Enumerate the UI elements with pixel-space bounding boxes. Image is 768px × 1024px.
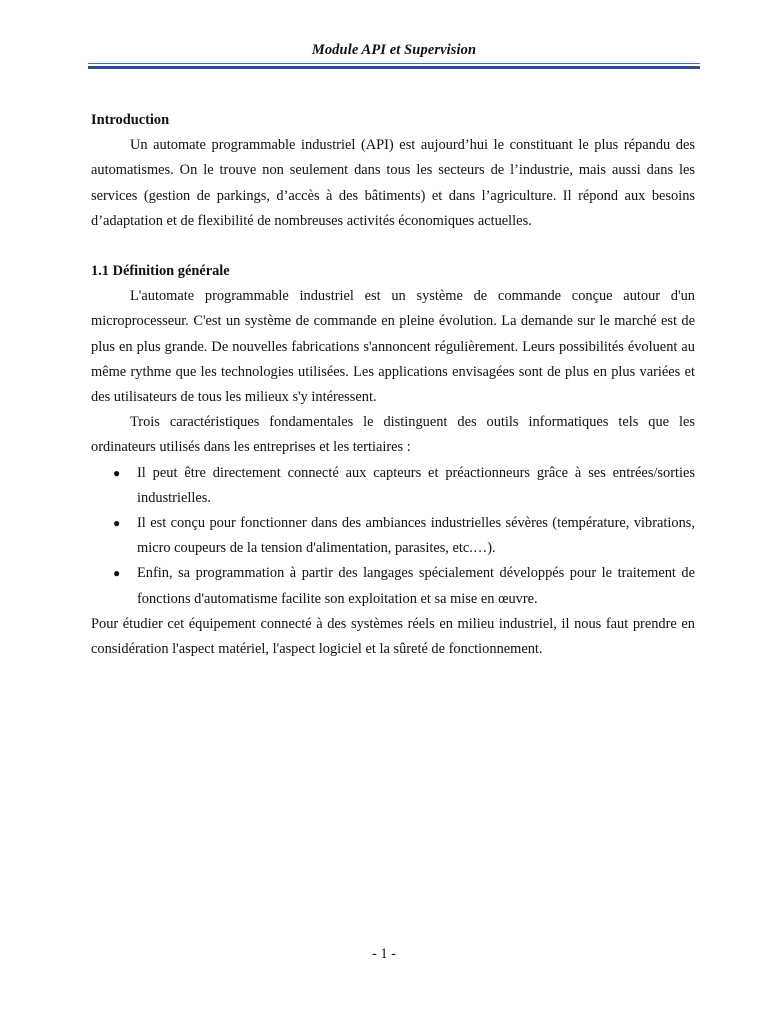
page-number: - 1 - <box>372 946 396 962</box>
list-item <box>91 561 695 611</box>
definition-paragraph-1: L'automate programmable industriel est un système de commande conçue autour d'un microprocesseur. C'est un système de commande en pleine évolution. La demande sur le marché est de plus en plus grande. De nouvelles fabrications s'annoncent régulièrement. Leurs possibilités évoluent au même rythme que les technologies utilisées. Les applications envisagées sont de plus en plus variées et des utilisateurs de tous les milieux s'y intéressent. <box>91 288 695 406</box>
header-rule <box>88 63 700 69</box>
introduction-heading: Introduction <box>91 112 170 128</box>
page-header <box>88 40 700 69</box>
bullet-icon: ● <box>113 566 121 581</box>
list-item-text: Il est conçu pour fonctionner dans des ambiances industrielles sévères (température, vibrations, micro coupeurs de la tension d'alimentation, parasites, etc.…). <box>137 515 695 557</box>
list-item-text: Il peut être directement connecté aux capteurs et préactionneurs grâce à ses entrées/sorties industrielles. <box>137 464 695 506</box>
bullet-icon: ● <box>113 465 121 480</box>
definition-paragraph-3: Pour étudier cet équipement connecté à des systèmes réels en milieu industriel, il nous faut prendre en considération l'aspect matériel, l'aspect logiciel et la sûreté de fonctionnement. <box>91 615 695 658</box>
document-body <box>91 108 695 662</box>
definition-paragraph-2: Trois caractéristiques fondamentales le distinguent des outils informatiques tels que les ordinateurs utilisés dans les entreprises et les tertiaires : <box>91 414 695 456</box>
characteristics-list <box>91 461 695 612</box>
list-item <box>91 461 695 511</box>
bullet-icon: ● <box>113 516 121 531</box>
introduction-paragraph: Un automate programmable industriel (API) est aujourd’hui le constituant le plus répandu des automatismes. On le trouve non seulement dans tous les secteurs de l’industrie, mais aussi dans les services (gestion de parkings, d’accès à des bâtiments) et dans l’agriculture. Il répond aux besoins d’adaptation et de flexibilité de nombreuses activités économiques actuelles. <box>91 137 695 229</box>
list-item <box>91 511 695 561</box>
list-item-text: Enfin, sa programmation à partir des langages spécialement développés pour le traitement de fonctions d'automatisme facilite son exploitation et sa mise en œuvre. <box>137 565 695 607</box>
header-title: Module API et Supervision <box>311 42 477 58</box>
section-heading-definition: 1.1 Définition générale <box>91 263 230 280</box>
